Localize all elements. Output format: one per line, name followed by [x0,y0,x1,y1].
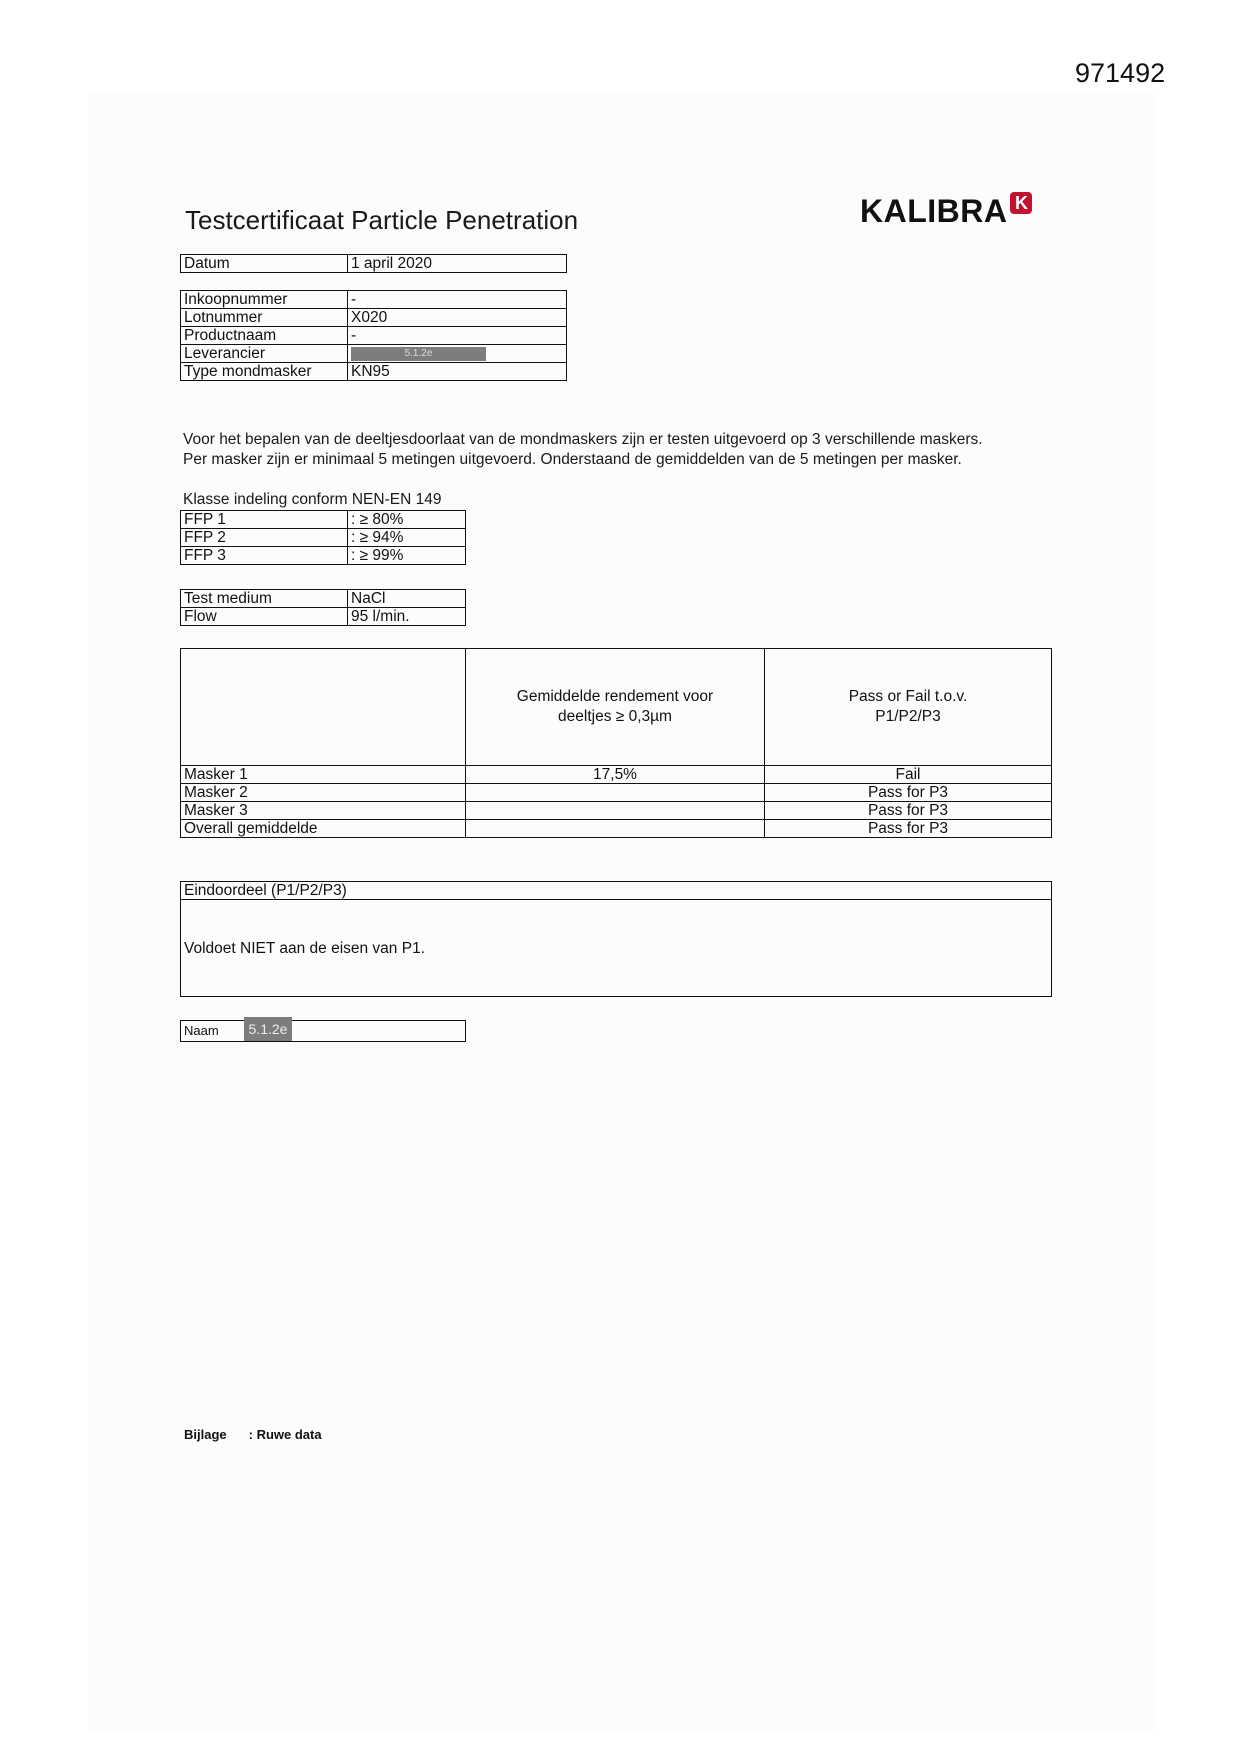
page-title: Testcertificaat Particle Penetration [185,205,579,235]
row-rendement [466,784,765,802]
logo-mark-icon: K [1010,192,1032,214]
table-row [181,820,1052,838]
kalibra-logo [860,190,1032,232]
document-number: 971492 [1075,58,1166,88]
header-line: P1/P2/P3 [875,708,941,725]
klasse-row [181,529,466,547]
leverancier-label: Leverancier [181,345,348,363]
header-line: Pass or Fail t.o.v. [848,688,968,705]
datum-table [180,254,567,273]
results-header-pass-fail [765,649,1052,766]
eindoordeel-text: Voldoet NIET aan de eisen van P1. [181,900,1052,997]
naam-table [180,1020,466,1042]
inkoopnummer-label: Inkoopnummer [181,291,348,309]
row-label: Overall gemiddelde [181,820,466,838]
eindoordeel-table [180,881,1052,997]
row-rendement: 17,5% [466,766,765,784]
row-label: Masker 2 [181,784,466,802]
flow-value: 95 l/min. [348,608,466,626]
description-line: Per masker zijn er minimaal 5 metingen uitgevoerd. Onderstaand de gemiddelden van de 5 metingen per masker. [183,451,962,468]
test-medium-table [180,589,466,626]
header-line: Gemiddelde rendement voor [516,688,714,705]
datum-label: Datum [181,255,348,273]
logo-text: KALIBRA [860,193,1008,229]
description-paragraph [183,430,983,470]
test-medium-label: Test medium [181,590,348,608]
results-header-empty [181,649,466,766]
row-rendement [466,820,765,838]
ffp1-label: FFP 1 [181,511,348,529]
results-header-rendement [466,649,765,766]
inkoopnummer-value: - [348,291,567,309]
ffp3-value: : ≥ 99% [348,547,466,565]
info-row [181,309,567,327]
datum-row [181,255,567,273]
info-row [181,291,567,309]
naam-value [244,1021,466,1042]
test-medium-value: NaCl [348,590,466,608]
ffp2-label: FFP 2 [181,529,348,547]
header-line: deeltjes ≥ 0,3µm [558,708,672,725]
row-result: Pass for P3 [765,802,1052,820]
type-mondmasker-value: KN95 [348,363,567,381]
medium-row [181,590,466,608]
table-row [181,766,1052,784]
row-result: Pass for P3 [765,784,1052,802]
row-label: Masker 1 [181,766,466,784]
info-row [181,363,567,381]
description-line: Voor het bepalen van de deeltjesdoorlaat van de mondmaskers zijn er testen uitgevoerd op 3 verschillende maskers. [183,431,983,448]
lotnummer-label: Lotnummer [181,309,348,327]
eindoordeel-label: Eindoordeel (P1/P2/P3) [181,882,1052,900]
type-mondmasker-label: Type mondmasker [181,363,348,381]
bijlage-label: Bijlage [184,1427,227,1442]
info-row [181,327,567,345]
bijlage-value: : Ruwe data [248,1427,322,1442]
productnaam-label: Productnaam [181,327,348,345]
naam-label: Naam [181,1021,245,1042]
klasse-heading: Klasse indeling conform NEN-EN 149 [183,491,442,508]
results-header-row [181,649,1052,766]
klasse-table [180,510,466,565]
table-row [181,784,1052,802]
ffp3-label: FFP 3 [181,547,348,565]
lotnummer-value: X020 [348,309,567,327]
results-table [180,648,1052,838]
row-label: Masker 3 [181,802,466,820]
row-rendement [466,802,765,820]
klasse-row [181,511,466,529]
ffp1-value: : ≥ 80% [348,511,466,529]
eindoordeel-header-row [181,882,1052,900]
leverancier-value [348,345,567,363]
eindoordeel-body-row [181,900,1052,997]
row-result: Pass for P3 [765,820,1052,838]
medium-row [181,608,466,626]
redaction-box: 5.1.2e [244,1017,292,1041]
info-row [181,345,567,363]
redaction-box: 5.1.2e [351,347,486,361]
flow-label: Flow [181,608,348,626]
datum-value: 1 april 2020 [348,255,567,273]
product-info-table [180,290,567,381]
table-row [181,802,1052,820]
klasse-row [181,547,466,565]
productnaam-value: - [348,327,567,345]
naam-row [181,1021,466,1042]
row-result: Fail [765,766,1052,784]
bijlage-line [184,1427,322,1442]
ffp2-value: : ≥ 94% [348,529,466,547]
